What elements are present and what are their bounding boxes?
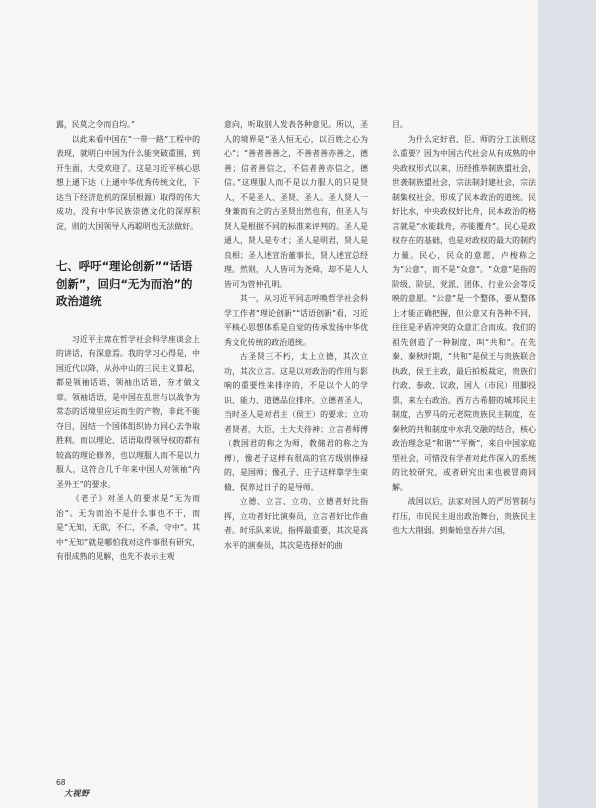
paragraph: 为什么定好君、臣、师的分工法则这么重要？因为中国古代社会从有成熟的中央政权形式以来，历经推举制族盟社会，世袭制族盟社会，宗法制封建社会，宗法制集权社会，形成了民本政治的道统。民好比水，中央政权好比舟，民本政治的格言就是“水能载舟，亦能覆舟”。民心是政权存在的基础，也是对政权的最大的制约力量。民心，民众的意愿，卢梭称之为“公意”，而不是“众意”。“众意”是指的阶级、阶层、党派、团体、行业公会等反映的意愿。“公意”是一个整体，要从整体上才能正确把握，但公意又有各种不同，往往是矛盾冲突的众意汇合而成。我们的祖先创造了一种制度，叫“共和”。在先秦、秦秋时期，“共和”是侯王与贵族联合执政，侯王主政，最后拍板裁定，贵族们行政、参政、议政，国人（市民）用脚投票，来左右政治。西方古希腊的城邦民主制度，古罗马的元老院贵族民主制度，在秦秋的共和制度中水乳交融的结合，核心政治理念是“和谐”“平衡”，来自中国家庭型社会，可惜没有学者对此作深入的系统的比较研究，或者研究出来也被冒商同解。 [392,134,536,492]
section-heading: 七、呼吁“理论创新”“话语创新”，回归“无为而治”的政治道统 [56,259,193,308]
paragraph: 露，民莫之令而自均。” [56,120,135,129]
page-footer [56,778,90,799]
column-3 [392,118,536,539]
paragraph: 习近平主席在哲学社会科学座谈会上的讲话，有深意焉。我的学习心得是，中国近代以降，从孙中山的三民主义算起，都是领袖话语，领袖出话语，夯才做文章。领袖话语，是中国在乱世与以战争为常态的话境里应运而生的产物，非此不能夺目，因结一个国体组织协力同心去争取胜利。而以理论、话语取得领导权的都有较高的理论修养，也以理服人而不是以力服人，这符合几千年来中国人对领袖“内圣外王”的要求。 [56,334,200,489]
paragraph: 以此来看中国在“一带一路”工程中的表现，就明白中国为什么能突破重围，到开生面，大受欢迎了。这是习近平核心思想上通下达（上通中华优秀传统文化，下达当下经济危机的深层根源）取得的伟大成功，没有中华民族崇德文化的深厚积淀，则的大国领导人再聪明也无法做好。 [56,134,200,231]
page-number: 68 [56,778,66,787]
paragraph: 《老子》对圣人的要求是“无为而治”。无为而治不是什么事也不干，而是“无知，无欲，不仁，不杀，守中”。其中“无知”就是哪怕我对这件事很有研究，有很成熟的见解，也先不表示主观 [56,494,200,561]
page-margin-band [538,0,596,808]
paragraph: 意向，听取别人发表各种意见。所以，圣人的境界是“圣人恒无心，以百姓之心为心”；“善者善善之，不善者善亦善之，德善；信者善信之，不信者善亦信之，德信。”这理服人而不是以力服人的只是贤人，不是圣人、圣贤、圣人。圣人贤人一身兼而有之的古圣贤出然也有，但圣人与贤人是根据不同的标准来评判的。圣人是通人，贤人是专才；圣人是明君，贤人是良相；圣人述宣治董事长，贤人述宣总经理。然则，人人皆可为尧舜，却不是人人皆可为管仲孔明。 [224,120,368,289]
paragraph: 目。 [392,120,408,129]
paragraph: 古圣贤三不朽，太上立德，其次立功，其次立言。这是以对政治的作用与影响的重要性来排序的，不是以个人的学识、能力、道德品位排序。立德者圣人，当时圣人是对君主（侯王）的要求；立功者贤者，大臣，士大夫待神；立言者师傅（教国君的称之为师，教储君的称之为傅），像老子这样有很高的官方级别俸禄的，是国师；像孔子、庄子这样靠学生束脩、俣养过日子的是导师。 [224,352,368,492]
paragraph: 其一，从习近平同志呼唤哲学社会科学工作者“理论创新”“话语创新”看，习近平核心思想体系是自觉的传承发扬中华优秀文化传统的政治道统。 [224,294,368,347]
paragraph: 战国以后，法家对国人的严厉管制与打压，市民民主退出政治舞台，贵族民主也大大削弱。到秦始皇吞并六国， [392,497,536,535]
magazine-logo [56,788,90,799]
column-2 [224,118,368,553]
paragraph: 立德、立言、立功，立德者好比指挥，立功者好比演奏员，立言者好比作曲者。时乐队来说，指挥最重要，其次是高水平的演奏员，其次是选择好的曲 [224,497,368,550]
column-1 [56,118,200,565]
magazine-name: 大视野 [64,789,90,798]
